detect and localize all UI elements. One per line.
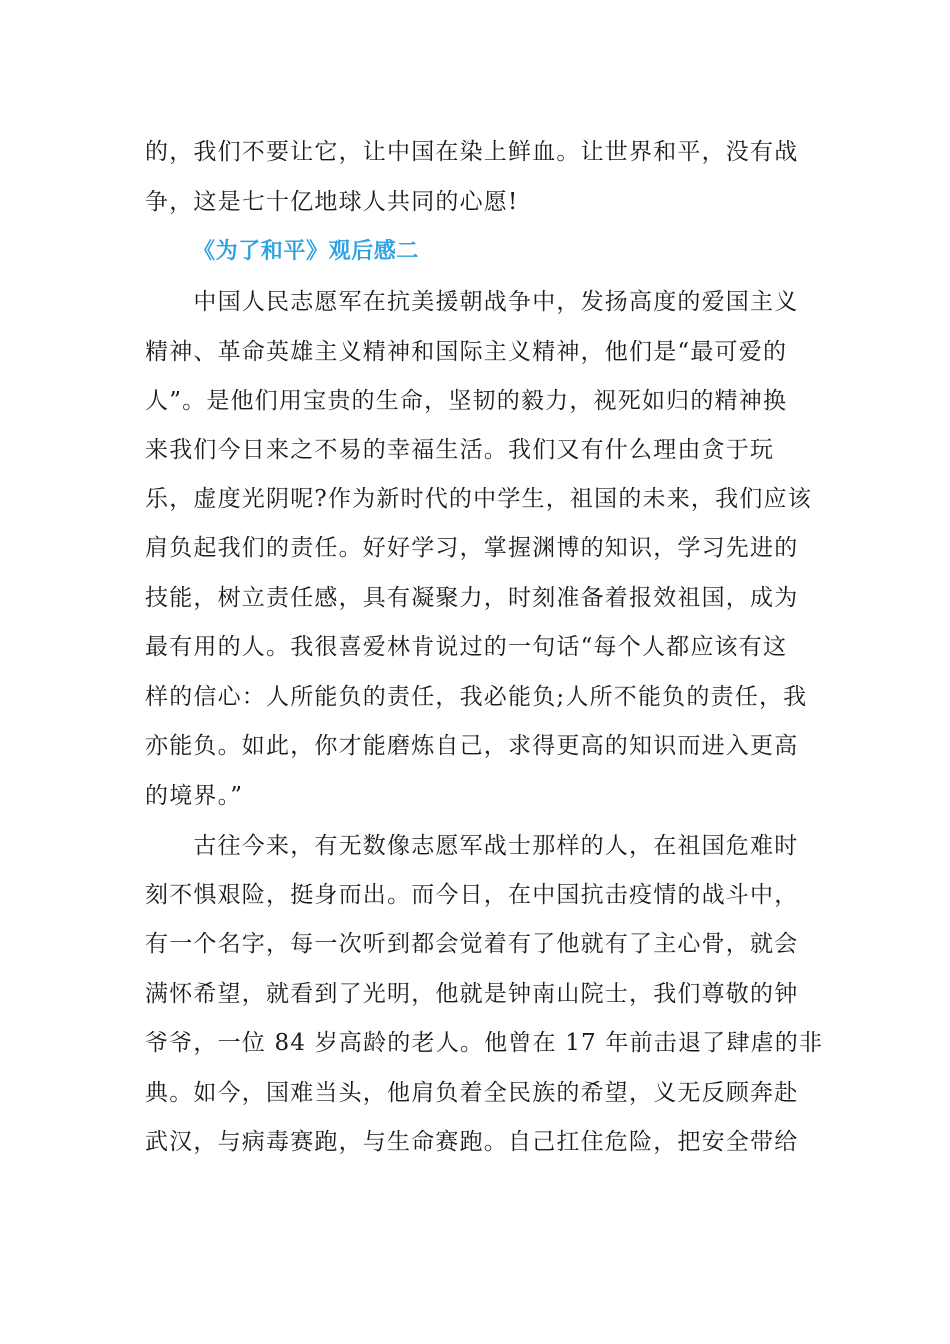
section-heading: 《为了和平》观后感二 bbox=[193, 239, 420, 264]
text-line: 乐，虚度光阴呢?作为新时代的中学生，祖国的未来，我们应该 bbox=[145, 486, 812, 512]
text-line: 技能，树立责任感，具有凝聚力，时刻准备着报效祖国，成为 bbox=[145, 585, 799, 611]
text-line: 来我们今日来之不易的幸福生活。我们又有什么理由贪于玩 bbox=[145, 437, 775, 463]
text-line: 亦能负。如此，你才能磨炼自己，求得更高的知识而进入更高 bbox=[145, 733, 799, 759]
text-line: 爷爷，一位 84 岁高龄的老人。他曾在 17 年前击退了肆虐的非 bbox=[145, 1030, 824, 1056]
text-line: 刻不惧艰险，挺身而出。而今日，在中国抗击疫情的战斗中， bbox=[145, 882, 799, 908]
text-line: 的境界。” bbox=[145, 783, 244, 809]
text-line: 最有用的人。我很喜爱林肯说过的一句话“每个人都应该有这 bbox=[145, 634, 788, 660]
text-line: 中国人民志愿军在抗美援朝战争中，发扬高度的爱国主义 bbox=[145, 289, 799, 315]
text-line: 武汉，与病毒赛跑，与生命赛跑。自己扛住危险，把安全带给 bbox=[145, 1129, 799, 1155]
text-line: 古往今来，有无数像志愿军战士那样的人，在祖国危难时 bbox=[145, 833, 799, 859]
text-line: 有一个名字，每一次听到都会觉着有了他就有了主心骨，就会 bbox=[145, 931, 799, 957]
text-line: 典。如今，国难当头，他肩负着全民族的希望，义无反顾奔赴 bbox=[145, 1080, 799, 1106]
text-line: 争，这是七十亿地球人共同的心愿! bbox=[145, 189, 519, 215]
text-line: 样的信心：人所能负的责任，我必能负;人所不能负的责任，我 bbox=[145, 684, 808, 710]
text-line: 满怀希望，就看到了光明，他就是钟南山院士，我们尊敬的钟 bbox=[145, 981, 799, 1007]
text-line: 的，我们不要让它，让中国在染上鲜血。让世界和平，没有战 bbox=[145, 139, 799, 165]
text-line: 精神、革命英雄主义精神和国际主义精神，他们是“最可爱的 bbox=[145, 339, 788, 365]
text-line: 人”。是他们用宝贵的生命，坚韧的毅力，视死如归的精神换 bbox=[145, 388, 788, 414]
text-line: 肩负起我们的责任。好好学习，掌握渊博的知识，学习先进的 bbox=[145, 535, 799, 561]
